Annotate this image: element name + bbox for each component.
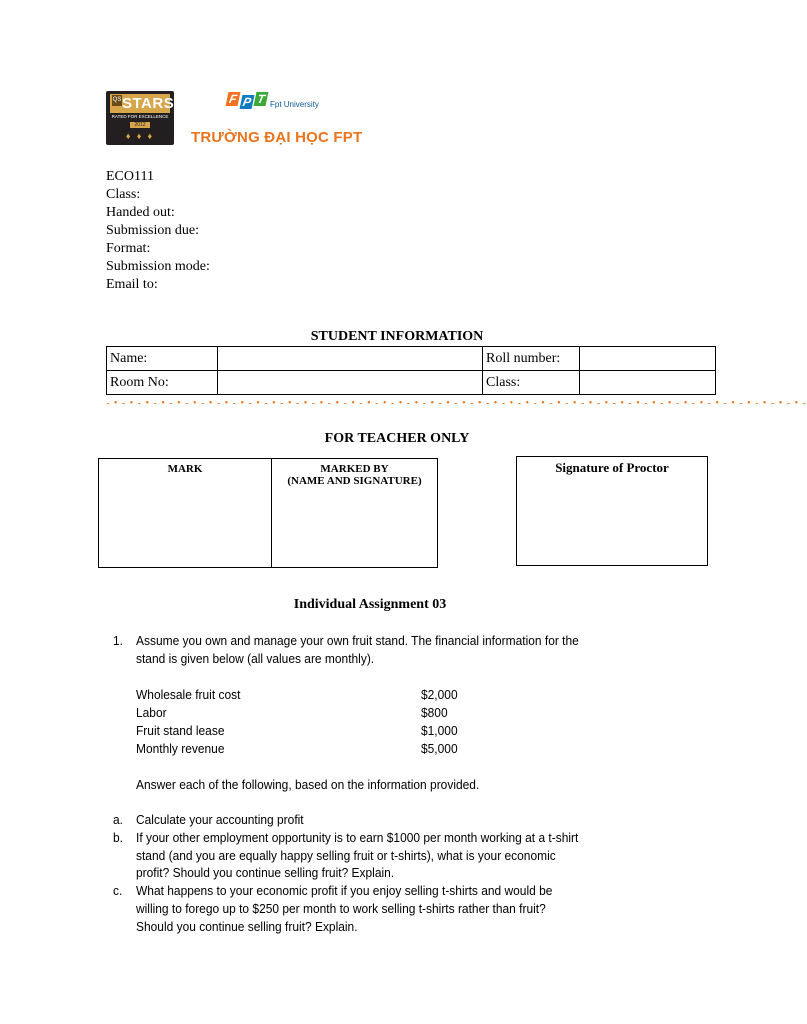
proctor-signature-label: Signature of Proctor bbox=[555, 460, 669, 475]
email-to-line: Email to: bbox=[106, 277, 158, 292]
student-info-title: STUDENT INFORMATION bbox=[310, 329, 484, 344]
course-code: ECO111 bbox=[106, 169, 154, 184]
question-line-2: stand is given below (all values are monthly). bbox=[136, 651, 375, 666]
teacher-mark-table bbox=[98, 458, 438, 568]
financial-value: $5,000 bbox=[421, 741, 458, 756]
financial-label: Fruit stand lease bbox=[136, 723, 225, 738]
financial-label: Labor bbox=[136, 705, 167, 720]
part-c-letter: c. bbox=[113, 883, 123, 898]
teacher-only-title: FOR TEACHER ONLY bbox=[324, 431, 470, 446]
marked-by-subheader: (NAME AND SIGNATURE) bbox=[287, 475, 422, 487]
part-b-letter: b. bbox=[113, 830, 123, 845]
roll-number-label: Roll number: bbox=[483, 347, 580, 371]
financial-value: $1,000 bbox=[421, 723, 458, 738]
name-field[interactable] bbox=[218, 347, 483, 371]
financial-value: $800 bbox=[421, 705, 448, 720]
format-line: Format: bbox=[106, 241, 151, 256]
submission-due-line: Submission due: bbox=[106, 223, 199, 238]
assignment-title: Individual Assignment 03 bbox=[293, 597, 447, 612]
fpt-university-label: Fpt University bbox=[270, 100, 319, 109]
part-c-line-3: Should you continue selling fruit? Explain. bbox=[136, 919, 358, 934]
stars-rating-logo: QS STARS RATED FOR EXCELLENCE 2012 ♦ ♦ ♦ bbox=[106, 91, 174, 145]
part-c-line-1: What happens to your economic profit if you enjoy selling t-shirts and would be bbox=[136, 883, 553, 898]
instruction-text: Answer each of the following, based on the information provided. bbox=[136, 777, 480, 792]
part-c-line-2: willing to forego up to $250 per month to work selling t-shirts rather than fruit? bbox=[136, 901, 546, 916]
part-a-letter: a. bbox=[113, 812, 123, 827]
roll-number-field[interactable] bbox=[580, 347, 716, 371]
room-label: Room No: bbox=[107, 371, 218, 395]
student-info-table bbox=[106, 346, 716, 395]
dotted-separator: - • - • - • - • - • - • - • - • - • - • - • - • - • - • - • - • - • - • - • - • - • - • - • - • - • - • - • - • - • - • - • - • - • - • - • - • - • - • - • - • - • - • - • - • - bbox=[106, 398, 807, 409]
class-field[interactable] bbox=[580, 371, 716, 395]
room-field[interactable] bbox=[218, 371, 483, 395]
marked-by-header: MARKED BY bbox=[320, 463, 389, 475]
question-number: 1. bbox=[113, 633, 123, 648]
part-b-line-2: stand (and you are equally happy selling fruit or t-shirts), what is your economic bbox=[136, 848, 556, 863]
proctor-signature-box bbox=[516, 456, 708, 566]
submission-mode-line: Submission mode: bbox=[106, 259, 210, 274]
class-line: Class: bbox=[106, 187, 141, 202]
financial-label: Monthly revenue bbox=[136, 741, 225, 756]
handed-out-line: Handed out: bbox=[106, 205, 175, 220]
financial-label: Wholesale fruit cost bbox=[136, 687, 241, 702]
mark-header: MARK bbox=[167, 463, 203, 475]
marked-by-cell bbox=[272, 459, 438, 568]
class-label: Class: bbox=[483, 371, 580, 395]
question-line-1: Assume you own and manage your own fruit stand. The financial information for the bbox=[136, 633, 579, 648]
name-label: Name: bbox=[107, 347, 218, 371]
university-name: TRƯỜNG ĐẠI HỌC FPT bbox=[191, 129, 363, 146]
financial-value: $2,000 bbox=[421, 687, 458, 702]
part-b-line-3: profit? Should you continue selling fruit? Explain. bbox=[136, 865, 395, 880]
mark-cell bbox=[99, 459, 272, 568]
part-b-line-1: If your other employment opportunity is to earn $1000 per month working at a t-shirt bbox=[136, 830, 579, 845]
part-a-text: Calculate your accounting profit bbox=[136, 812, 304, 827]
